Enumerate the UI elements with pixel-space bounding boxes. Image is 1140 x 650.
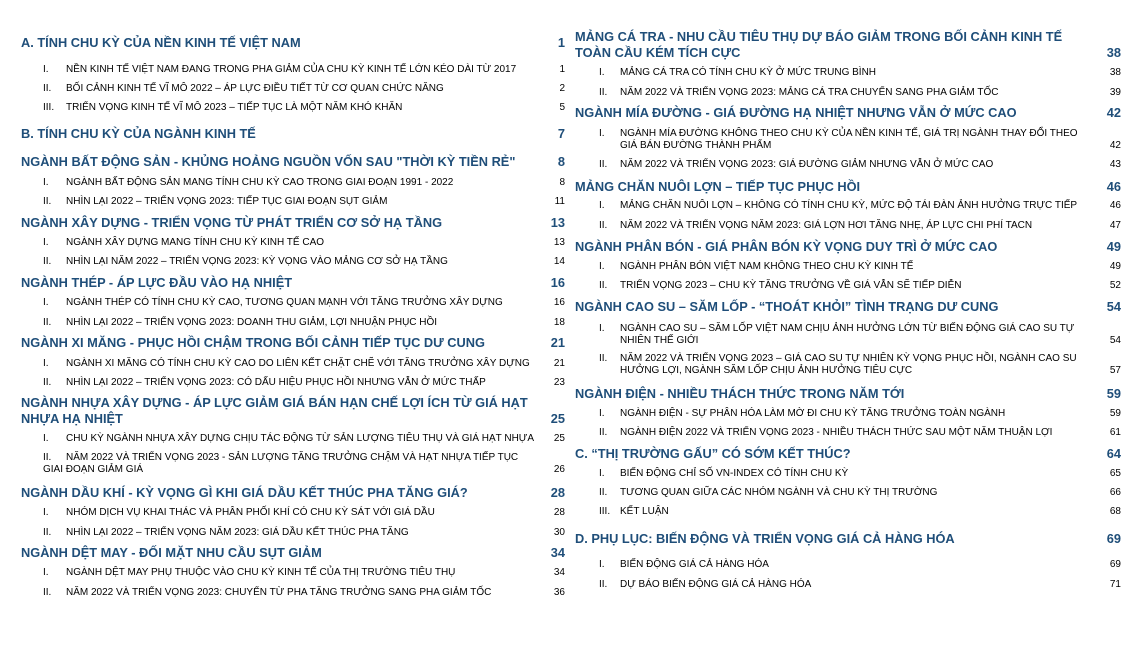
toc-subitem[interactable] xyxy=(21,83,565,95)
toc-item-title: NGÀNH DẦU KHÍ - KỲ VỌNG GÌ KHI GIÁ DẦU KẾT THÚC PHA TĂNG GIÁ? xyxy=(21,485,468,500)
toc-subitem[interactable] xyxy=(21,237,565,249)
toc-heading[interactable] xyxy=(21,215,565,231)
toc-subitem[interactable] xyxy=(575,261,1121,273)
toc-item-title: NGÀNH CAO SU – SĂM LỐP VIỆT NAM CHỊU ẢNH HƯỞNG LỚN TỪ BIẾN ĐỘNG GIÁ CAO SU TỰ NHIÊN THẾ GIỚI xyxy=(620,323,1075,346)
toc-item-number: II. xyxy=(599,159,608,170)
toc-page-number: 8 xyxy=(557,154,565,169)
toc-page-number: 23 xyxy=(553,377,565,388)
toc-item-title: NGÀNH NHỰA XÂY DỰNG - ÁP LỰC GIẢM GIÁ BÁN HẠN CHẾ LỢI ÍCH TỪ GIÁ HẠT NHỰA HẠ NHIỆT xyxy=(21,395,528,426)
toc-item-title: NHÌN LẠI NĂM 2022 – TRIỂN VỌNG 2023: KỲ VỌNG VÀO MẢNG CƠ SỞ HẠ TẦNG xyxy=(66,256,448,267)
toc-item-title: MẢNG CHĂN NUÔI LỢN – TIẾP TỤC PHỤC HỒI xyxy=(575,179,861,194)
toc-page-number: 1 xyxy=(557,35,565,50)
toc-item-number: I. xyxy=(43,237,49,248)
toc-page-number: 66 xyxy=(1109,487,1121,498)
toc-item-title: MẢNG CÁ TRA CÓ TÍNH CHU KỲ Ở MỨC TRUNG BÌNH xyxy=(620,67,877,78)
toc-item-title: MẢNG CÁ TRA - NHU CẦU TIÊU THỤ DỰ BÁO GIẢM TRONG BỐI CẢNH KINH TẾ TOÀN CẦU KÉM TÍCH CỰC xyxy=(575,29,1063,60)
toc-page-number: 46 xyxy=(1106,179,1121,194)
toc-item-title: NĂM 2022 VÀ TRIỂN VỌNG 2023: CHUYỂN TỪ PHA TĂNG TRƯỞNG SANG PHA GIẢM TỐC xyxy=(66,587,492,598)
toc-item-number: II. xyxy=(43,452,52,463)
toc-item-title: B. TÍNH CHU KỲ CỦA NGÀNH KINH TẾ xyxy=(21,126,256,141)
toc-item-title: NGÀNH XÂY DỰNG MANG TÍNH CHU KỲ KINH TẾ CAO xyxy=(66,237,325,248)
toc-subitem[interactable] xyxy=(21,64,565,76)
toc-item-title: NGÀNH PHÂN BÓN - GIÁ PHÂN BÓN KỲ VỌNG DUY TRÌ Ở MỨC CAO xyxy=(575,239,998,254)
toc-subitem[interactable] xyxy=(21,297,565,309)
toc-page-number: 54 xyxy=(1106,299,1121,314)
toc-item-title: TRIỂN VỌNG KINH TẾ VĨ MÔ 2023 – TIẾP TỤC LÀ MỘT NĂM KHÓ KHĂN xyxy=(66,102,403,113)
toc-subitem[interactable] xyxy=(21,567,565,579)
toc-item-title: NĂM 2022 VÀ TRIỂN VỌNG NĂM 2023: GIÁ LỢN HƠI TĂNG NHẸ, ÁP LỰC CHI PHÍ TACN xyxy=(620,220,1033,231)
toc-subitem[interactable] xyxy=(21,102,565,114)
toc-heading[interactable] xyxy=(575,531,1121,547)
toc-item-title xyxy=(21,452,565,476)
toc-subitem[interactable] xyxy=(575,128,1121,152)
toc-subitem[interactable] xyxy=(21,377,565,389)
toc-item-title: NGÀNH DỆT MAY PHỤ THUỘC VÀO CHU KỲ KINH TẾ CỦA THỊ TRƯỜNG TIÊU THỤ xyxy=(66,567,456,578)
toc-subitem[interactable] xyxy=(575,487,1121,499)
toc-page-number: 43 xyxy=(1109,159,1121,170)
toc-subitem[interactable] xyxy=(21,256,565,268)
toc-heading[interactable] xyxy=(575,105,1121,121)
toc-page-number: 65 xyxy=(1109,468,1121,479)
toc-page-number: 69 xyxy=(1109,559,1121,570)
toc-page-number: 71 xyxy=(1109,579,1121,590)
toc-page-number: 54 xyxy=(1109,335,1121,346)
toc-item-number: I. xyxy=(43,567,49,578)
toc-heading[interactable] xyxy=(575,299,1121,315)
toc-subitem[interactable] xyxy=(575,220,1121,232)
toc-item-title: MẢNG CHĂN NUÔI LỢN – KHÔNG CÓ TÍNH CHU KỲ, MỨC ĐỘ TÁI ĐÀN ẢNH HƯỞNG TRỰC TIẾP xyxy=(620,200,1078,211)
toc-page-number: 46 xyxy=(1109,200,1121,211)
toc-heading[interactable] xyxy=(21,275,565,291)
toc-item-number: I. xyxy=(43,297,49,308)
toc-heading[interactable] xyxy=(21,154,565,170)
toc-item-number: I. xyxy=(43,64,49,75)
toc-subitem[interactable] xyxy=(21,317,565,329)
toc-page-number: 38 xyxy=(1106,45,1121,60)
toc-item-number: II. xyxy=(599,220,608,231)
toc-item-number: II. xyxy=(43,317,52,328)
toc-page-number: 30 xyxy=(553,527,565,538)
toc-item-title: NGÀNH PHÂN BÓN VIỆT NAM KHÔNG THEO CHU KỲ KINH TẾ xyxy=(620,261,914,272)
toc-page-number: 25 xyxy=(553,433,565,444)
toc-subitem[interactable] xyxy=(21,452,565,476)
toc-page-number: 21 xyxy=(553,358,565,369)
toc-item-title: TRIỂN VỌNG 2023 – CHU KỲ TĂNG TRƯỞNG VỀ GIÁ VẪN SẼ TIẾP DIỄN xyxy=(620,280,962,291)
toc-item-title: BỐI CẢNH KINH TẾ VĨ MÔ 2022 – ÁP LỰC ĐIỀU TIẾT TỪ CƠ QUAN CHỨC NĂNG xyxy=(66,83,444,94)
toc-item-number: II. xyxy=(599,487,608,498)
toc-item-title: NHÓM DỊCH VỤ KHAI THÁC VÀ PHÂN PHỐI KHÍ CÓ CHU KỲ SÁT VỚI GIÁ DẦU xyxy=(66,507,435,518)
toc-page-number: 11 xyxy=(554,196,565,207)
toc-item-title: NGÀNH CAO SU – SĂM LỐP - “THOÁT KHỎI” TÌNH TRẠNG DƯ CUNG xyxy=(575,299,999,314)
toc-item-title: C. “THỊ TRƯỜNG GẤU” CÓ SỚM KẾT THÚC? xyxy=(575,446,851,461)
toc-page-number: 1 xyxy=(559,64,565,75)
toc-item-number: I. xyxy=(599,323,605,334)
toc-item-number: II. xyxy=(599,280,608,291)
toc-item-number: II. xyxy=(599,579,608,590)
toc-item-number: II. xyxy=(43,256,52,267)
toc-heading[interactable] xyxy=(21,335,565,351)
toc-page-number: 28 xyxy=(550,485,565,500)
toc-item-title: NGÀNH THÉP - ÁP LỰC ĐẦU VÀO HẠ NHIỆT xyxy=(21,275,293,290)
toc-page-number: 57 xyxy=(1109,365,1121,376)
toc-heading[interactable] xyxy=(21,35,565,51)
toc-subitem[interactable] xyxy=(575,323,1121,347)
toc-subitem[interactable] xyxy=(575,579,1121,591)
toc-item-number: II. xyxy=(43,587,52,598)
toc-page-number: 64 xyxy=(1106,446,1121,461)
toc-item-title: CHU KỲ NGÀNH NHỰA XÂY DỰNG CHỊU TÁC ĐỘNG TỪ SẢN LƯỢNG TIÊU THỤ VÀ GIÁ HẠT NHỰA xyxy=(66,433,535,444)
toc-item-number: I. xyxy=(599,559,605,570)
toc-item-title: NĂM 2022 VÀ TRIỂN VỌNG 2023: MẢNG CÁ TRA CHUYỂN SANG PHA GIẢM TỐC xyxy=(620,87,999,98)
toc-subitem[interactable] xyxy=(21,196,565,208)
toc-page-number: 52 xyxy=(1109,280,1121,291)
toc-item-number: I. xyxy=(599,261,605,272)
toc-subitem[interactable] xyxy=(21,587,565,599)
toc-page-number: 2 xyxy=(559,83,565,94)
toc-item-title: NGÀNH BẤT ĐỘNG SẢN - KHỦNG HOẢNG NGUỒN VỐN SAU "THỜI KỲ TIỀN RẺ" xyxy=(21,154,516,169)
toc-page-number: 38 xyxy=(1109,67,1121,78)
toc-heading[interactable] xyxy=(21,395,565,427)
toc-page-number: 59 xyxy=(1106,386,1121,401)
toc-item-title: BIẾN ĐỘNG CHỈ SỐ VN-INDEX CÓ TÍNH CHU KỲ xyxy=(620,468,849,479)
toc-item-text: NĂM 2022 VÀ TRIỂN VỌNG 2023 - SẢN LƯỢNG TĂNG TRƯỞNG CHẬM VÀ HẠT NHỰA TIẾP TỤC GIAI ĐOẠN GIẢM GIÁ xyxy=(43,452,519,475)
toc-item-number: I. xyxy=(43,433,49,444)
toc-subitem[interactable] xyxy=(575,427,1121,439)
toc-item-number: III. xyxy=(599,506,611,517)
toc-item-title: NĂM 2022 VÀ TRIỂN VỌNG 2023: GIÁ ĐƯỜNG GIẢM NHƯNG VẪN Ở MỨC CAO xyxy=(620,159,994,170)
toc-item-number: I. xyxy=(43,507,49,518)
toc-subitem[interactable] xyxy=(575,67,1121,79)
toc-page-number: 26 xyxy=(553,464,565,475)
toc-page-number: 28 xyxy=(553,507,565,518)
toc-page-number: 42 xyxy=(1106,105,1121,120)
toc-subitem[interactable] xyxy=(575,353,1121,377)
toc-heading[interactable] xyxy=(21,485,565,501)
toc-item-number: II. xyxy=(43,527,52,538)
toc-item-number: I. xyxy=(599,128,605,139)
toc-item-title: DỰ BÁO BIẾN ĐỘNG GIÁ CẢ HÀNG HÓA xyxy=(620,579,812,590)
toc-page-number: 69 xyxy=(1106,531,1121,546)
toc-subitem[interactable] xyxy=(575,200,1121,212)
toc-item-title: TƯƠNG QUAN GIỮA CÁC NHÓM NGÀNH VÀ CHU KỲ THỊ TRƯỜNG xyxy=(620,487,938,498)
toc-page-number: 42 xyxy=(1109,140,1121,151)
toc-page-number: 18 xyxy=(553,317,565,328)
toc-subitem[interactable] xyxy=(21,507,565,519)
toc-item-title: NGÀNH BẤT ĐỘNG SẢN MANG TÍNH CHU KỲ CAO TRONG GIAI ĐOẠN 1991 - 2022 xyxy=(66,177,454,188)
toc-item-number: II. xyxy=(43,196,52,207)
toc-item-number: I. xyxy=(599,408,605,419)
toc-item-number: I. xyxy=(599,468,605,479)
toc-page-number: 49 xyxy=(1109,261,1121,272)
toc-page-number: 7 xyxy=(557,126,565,141)
toc-item-number: II. xyxy=(599,427,608,438)
toc-page-number: 13 xyxy=(550,215,565,230)
toc-page-number: 34 xyxy=(550,545,565,560)
toc-item-number: II. xyxy=(43,83,52,94)
toc-page-number: 68 xyxy=(1109,506,1121,517)
toc-item-title: NHÌN LẠI 2022 – TRIỂN VỌNG 2023: CÓ DẤU HIỆU PHỤC HỒI NHƯNG VẪN Ở MỨC THẤP xyxy=(66,377,486,388)
toc-item-title: NHÌN LẠI 2022 – TRIỂN VỌNG 2023: DOANH THU GIẢM, LỢI NHUẬN PHỤC HỒI xyxy=(66,317,438,328)
toc-item-title: NỀN KINH TẾ VIỆT NAM ĐANG TRONG PHA GIẢM CỦA CHU KỲ KINH TẾ LỚN KÉO DÀI TỪ 2017 xyxy=(66,64,517,75)
toc-page-number: 8 xyxy=(559,177,565,188)
toc-item-number: II. xyxy=(599,87,608,98)
toc-item-title: BIẾN ĐỘNG GIÁ CẢ HÀNG HÓA xyxy=(620,559,769,570)
toc-item-number: III. xyxy=(43,102,55,113)
toc-subitem[interactable] xyxy=(21,177,565,189)
toc-page-number: 61 xyxy=(1109,427,1121,438)
toc-page-number: 25 xyxy=(550,411,565,426)
toc-item-title: NGÀNH ĐIỆN 2022 VÀ TRIỂN VỌNG 2023 - NHIỀU THÁCH THỨC SAU MỘT NĂM THUẬN LỢI xyxy=(620,427,1053,438)
toc-subitem[interactable] xyxy=(575,408,1121,420)
toc-item-title: NGÀNH DỆT MAY - ĐỐI MẶT NHU CẦU SỤT GIẢM xyxy=(21,545,322,560)
toc-page-number: 59 xyxy=(1109,408,1121,419)
toc-heading[interactable] xyxy=(575,179,1121,195)
toc-item-number: I. xyxy=(43,358,49,369)
toc-page-number: 14 xyxy=(553,256,565,267)
toc-heading[interactable] xyxy=(21,545,565,561)
toc-item-title: NGÀNH MÍA ĐƯỜNG KHÔNG THEO CHU KỲ CỦA NỀN KINH TẾ, GIÁ TRỊ NGÀNH THAY ĐỔI THEO GIÁ BÁN ĐƯỜNG THÀNH PHẨM xyxy=(620,128,1078,151)
toc-item-number: I. xyxy=(599,200,605,211)
toc-heading[interactable] xyxy=(575,29,1121,61)
toc-item-number: II. xyxy=(599,353,608,364)
toc-page-number: 5 xyxy=(559,102,565,113)
toc-item-title: NHÌN LẠI 2022 – TRIỂN VỌNG 2023: TIẾP TỤC GIAI ĐOẠN SỤT GIẢM xyxy=(66,196,388,207)
toc-item-number: I. xyxy=(43,177,49,188)
toc-item-title: D. PHỤ LỤC: BIẾN ĐỘNG VÀ TRIỂN VỌNG GIÁ CẢ HÀNG HÓA xyxy=(575,531,955,546)
toc-subitem[interactable] xyxy=(21,358,565,370)
toc-page-number: 49 xyxy=(1106,239,1121,254)
toc-item-title: NĂM 2022 VÀ TRIỂN VỌNG 2023 – GIÁ CAO SU TỰ NHIÊN KỲ VỌNG PHỤC HỒI, NGÀNH CAO SU HƯỞNG LỢI, NGÀNH SĂM LỐP CHỊU ẢNH HƯỞNG TIÊU CỰC xyxy=(620,353,1077,376)
toc-subitem[interactable] xyxy=(575,559,1121,571)
toc-item-title: NGÀNH XI MĂNG - PHỤC HỒI CHẬM TRONG BỐI CẢNH TIẾP TỤC DƯ CUNG xyxy=(21,335,485,350)
toc-subitem[interactable] xyxy=(575,159,1121,171)
toc-item-title: NGÀNH ĐIỆN - SỰ PHÂN HÓA LÀM MỜ ĐI CHU KỲ TĂNG TRƯỞNG TOÀN NGÀNH xyxy=(620,408,1006,419)
toc-item-title: NGÀNH XÂY DỰNG - TRIỂN VỌNG TỪ PHÁT TRIỂN CƠ SỞ HẠ TẦNG xyxy=(21,215,443,230)
toc-heading[interactable] xyxy=(575,239,1121,255)
toc-subitem[interactable] xyxy=(575,506,1121,518)
toc-subitem[interactable] xyxy=(575,87,1121,99)
toc-page-number: 21 xyxy=(550,335,565,350)
toc-item-number: I. xyxy=(599,67,605,78)
toc-item-title: NGÀNH XI MĂNG CÓ TÍNH CHU KỲ CAO DO LIÊN KẾT CHẶT CHẼ VỚI TĂNG TRƯỞNG XÂY DỰNG xyxy=(66,358,530,369)
toc-subitem[interactable] xyxy=(575,280,1121,292)
toc-subitem[interactable] xyxy=(21,433,565,445)
toc-subitem[interactable] xyxy=(575,468,1121,480)
toc-heading[interactable] xyxy=(575,446,1121,462)
toc-page-number: 13 xyxy=(553,237,565,248)
toc-page-number: 36 xyxy=(553,587,565,598)
toc-item-title: NHÌN LẠI 2022 – TRIỂN VỌNG NĂM 2023: GIÁ DẦU KẾT THÚC PHA TĂNG xyxy=(66,527,409,538)
toc-item-title: NGÀNH THÉP CÓ TÍNH CHU KỲ CAO, TƯƠNG QUAN MẠNH VỚI TĂNG TRƯỞNG XÂY DỰNG xyxy=(66,297,503,308)
toc-page-number: 39 xyxy=(1109,87,1121,98)
toc-item-title: NGÀNH ĐIỆN - NHIỀU THÁCH THỨC TRONG NĂM TỚI xyxy=(575,386,905,401)
toc-heading[interactable] xyxy=(21,126,565,142)
toc-heading[interactable] xyxy=(575,386,1121,402)
toc-item-number: II. xyxy=(43,377,52,388)
toc-page-number: 16 xyxy=(550,275,565,290)
toc-page-number: 16 xyxy=(553,297,565,308)
toc-page-number: 34 xyxy=(553,567,565,578)
toc-item-title: KẾT LUẬN xyxy=(620,506,669,517)
toc-item-title: NGÀNH MÍA ĐƯỜNG - GIÁ ĐƯỜNG HẠ NHIỆT NHƯNG VẪN Ở MỨC CAO xyxy=(575,105,1017,120)
toc-page-number: 47 xyxy=(1109,220,1121,231)
toc-subitem[interactable] xyxy=(21,527,565,539)
toc-item-title: A. TÍNH CHU KỲ CỦA NỀN KINH TẾ VIỆT NAM xyxy=(21,35,301,50)
